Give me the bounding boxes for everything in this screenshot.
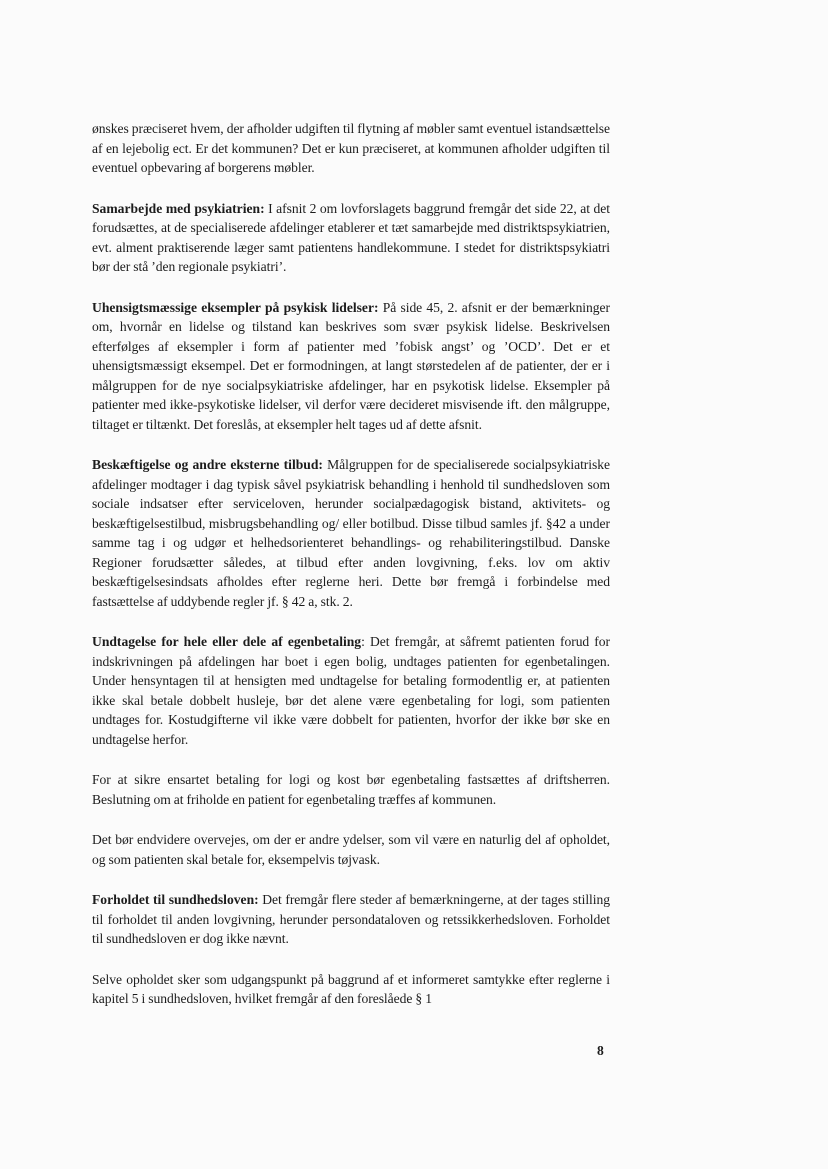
paragraph-heading: Uhensigtsmæssige eksempler på psykisk lidelser: bbox=[92, 299, 379, 315]
paragraph-text: På side 45, 2. afsnit er der bemærkninger om, hvornår en lidelse og tilstand kan beskrives som svær psykisk lidelse. Beskrivelsen efterfølges af eksempler i form af patienter med ’fobisk angst’ og ’OCD’. Det er et uhensigtsmæssigt eksempel. Det er formodningen, at langt størstedelen af de patienter, der er i målgruppen for de nye socialpsykiatriske afdelinger, har en psykotisk lidelse. Eksempler på patienter med ikke-psykotiske lidelser, vil derfor være decideret misvisende ift. den målgruppe, tiltaget er tiltænkt. Det foreslås, at eksempler helt tages ud af dette afsnit. bbox=[92, 299, 610, 432]
paragraph-inappropriate-examples bbox=[92, 298, 610, 435]
paragraph-text: Selve opholdet sker som udgangspunkt på baggrund af et informeret samtykke efter reglerne i kapitel 5 i sundhedsloven, hvilket fremgår af den foreslåede § 1 bbox=[92, 971, 610, 1006]
paragraph-text: Det fremgår flere steder af bemærkningerne, at der tages stilling til forholdet til anden lovgivning, herunder persondataloven og retssikkerhedsloven. Forholdet til sundhedsloven er dog ikke nævnt. bbox=[92, 892, 610, 946]
paragraph-text: Målgruppen for de specialiserede socialpsykiatriske afdelinger modtager i dag typisk såvel psykiatrisk behandling i henhold til sundhedsloven som sociale indsatser efter serviceloven, herunder socialpædagogisk bistand, aktivitets- og beskæftigelsestilbud, misbrugsbehandling og/ eller botilbud. Disse tilbud samles jf. §42 a under samme tag i og udgør et helhedsorienteret behandlings- og rehabiliteringstilbud. Danske Regioner forudsætter således, at tilbud efter anden lovgivning, f.eks. lov om aktiv beskæftigelsesindsats afholdes efter reglerne heri. Dette bør fremgå i forbindelse med fastsættelse af uddybende regler jf. § 42 a, stk. 2. bbox=[92, 457, 610, 609]
page-number: 8 bbox=[597, 1043, 604, 1058]
paragraph-informed-consent bbox=[92, 970, 610, 1009]
paragraph-text: Det bør endvidere overvejes, om der er andre ydelser, som vil være en naturlig del af opholdet, og som patienten skal betale for, eksempelvis tøjvask. bbox=[92, 832, 610, 867]
paragraph-payment-exemption bbox=[92, 632, 610, 749]
paragraph-heading: Beskæftigelse og andre eksterne tilbud: bbox=[92, 457, 323, 472]
paragraph-health-act bbox=[92, 890, 610, 949]
paragraph-heading: Samarbejde med psykiatrien: bbox=[92, 200, 265, 216]
paragraph-text: For at sikre ensartet betaling for logi og kost bør egenbetaling fastsættes af driftsherren. Beslutning om at friholde en patient for egenbetaling træffes af kommunen. bbox=[92, 772, 610, 807]
paragraph-psychiatry-cooperation bbox=[92, 199, 610, 277]
paragraph-text: : Det fremgår, at såfremt patienten forud for indskrivningen på afdelingen har boet i egen bolig, undtages patienten for egenbetalingen. Under hensyntagen til at hensigten med undtagelse for betaling formodentlig er, at patienten ikke skal betale dobbelt husleje, bør det alene være egenbetaling for logi, som patienten undtages for. Kostudgifterne vil ikke være dobbelt for patienten, hvorfor der ikke bør ske en undtagelse herfor. bbox=[92, 634, 611, 747]
paragraph-employment-offers bbox=[92, 455, 610, 611]
paragraph-storage-costs bbox=[92, 119, 610, 178]
paragraph-text: I afsnit 2 om lovforslagets baggrund fremgår det side 22, at det forudsættes, at de specialiserede afdelinger etablerer et tæt samarbejde med distriktspsykiatrien, evt. alment praktiserende læger samt patientens handlekommune. I stedet for distriktspsykiatri bør der stå ’den regionale psykiatri’. bbox=[92, 200, 610, 274]
paragraph-heading: Forholdet til sundhedsloven: bbox=[92, 892, 259, 907]
paragraph-other-services bbox=[92, 830, 610, 869]
paragraph-heading: Undtagelse for hele eller dele af egenbetaling bbox=[92, 634, 362, 649]
paragraph-uniform-payment bbox=[92, 770, 610, 809]
paragraph-text: ønskes præciseret hvem, der afholder udgiften til flytning af møbler samt eventuel istandsættelse af en lejebolig ect. Er det kommunen? Det er kun præciseret, at kommunen afholder udgiften til eventuel opbevaring af borgerens møbler. bbox=[92, 121, 610, 175]
page-body bbox=[92, 119, 610, 1030]
